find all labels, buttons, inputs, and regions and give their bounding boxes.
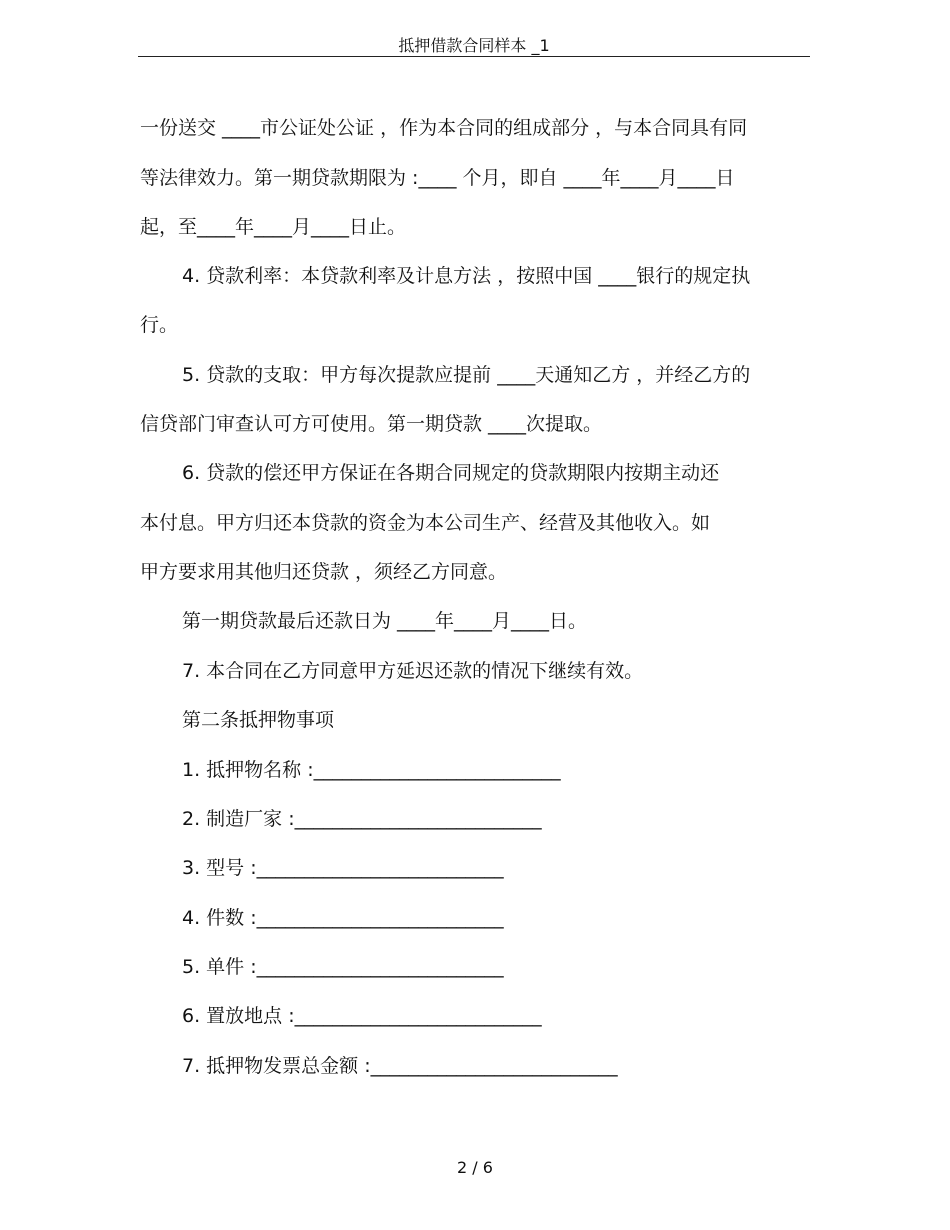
collateral-item-invoice-amount: 7. 抵押物发票总金额 :__________________________ xyxy=(182,1055,618,1077)
collateral-item-model: 3. 型号 :__________________________ xyxy=(182,857,504,879)
text-line-11: 第一期贷款最后还款日为 ____年____月____日。 xyxy=(182,610,588,632)
text-line-10: 甲方要求用其他归还贷款 ，须经乙方同意。 xyxy=(140,561,508,583)
collateral-item-quantity: 4. 件数 :__________________________ xyxy=(182,907,504,929)
text-line-3: 起，至____年____月____日止。 xyxy=(140,216,407,238)
text-line-7: 信贷部门审查认可方可使用。第一期贷款 ____次提取。 xyxy=(140,413,603,435)
collateral-item-location: 6. 置放地点 :__________________________ xyxy=(182,1005,542,1027)
collateral-item-name: 1. 抵押物名称 :__________________________ xyxy=(182,759,561,781)
text-line-1: 一份送交 ____市公证处公证 ，作为本合同的组成部分 ，与本合同具有同 xyxy=(140,117,748,139)
page-header: 抵押借款合同样本 _1 xyxy=(138,36,810,57)
text-line-6: 5. 贷款的支取：甲方每次提款应提前 ____天通知乙方 ，并经乙方的 xyxy=(182,364,751,386)
text-line-2: 等法律效力。第一期贷款期限为 :____ 个月，即自 ____年____月____日 xyxy=(140,167,735,189)
text-line-4: 4. 贷款利率：本贷款利率及计息方法 ，按照中国 ____银行的规定执 xyxy=(182,265,751,287)
text-line-8: 6. 贷款的偿还甲方保证在各期合同规定的贷款期限内按期主动还 xyxy=(182,462,720,484)
page-number: 2 / 6 xyxy=(457,1158,493,1177)
text-line-12: 7. 本合同在乙方同意甲方延迟还款的情况下继续有效。 xyxy=(182,660,644,682)
text-line-5: 行。 xyxy=(140,314,179,336)
collateral-item-unit: 5. 单件 :__________________________ xyxy=(182,956,504,978)
text-line-9: 本付息。甲方归还本贷款的资金为本公司生产、经营及其他收入。如 xyxy=(140,512,711,534)
collateral-item-manufacturer: 2. 制造厂家 :__________________________ xyxy=(182,808,542,830)
section-heading: 第二条抵押物事项 xyxy=(182,709,335,731)
